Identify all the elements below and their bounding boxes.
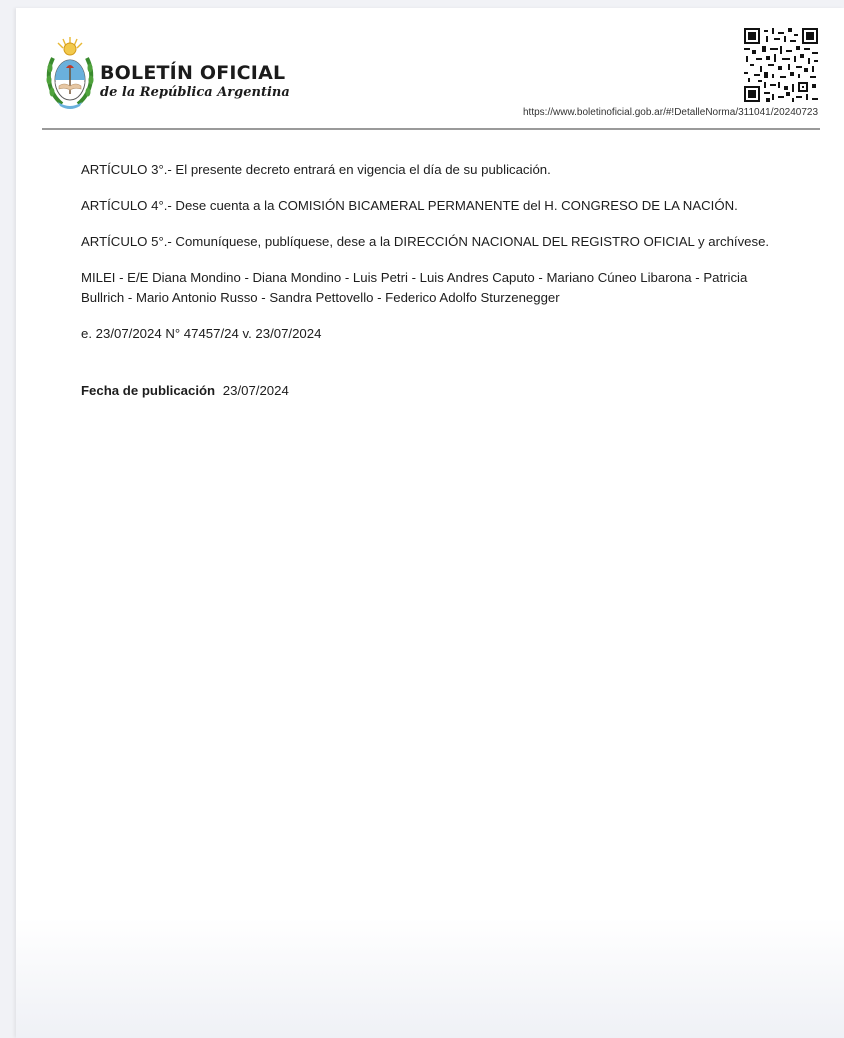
- edition-line: e. 23/07/2024 N° 47457/24 v. 23/07/2024: [81, 326, 322, 341]
- coat-of-arms-icon: [44, 36, 96, 112]
- document-body: [81, 160, 781, 401]
- article-3: ARTÍCULO 3°.- El presente decreto entrará en vigencia el día de su publicación.: [81, 162, 551, 177]
- boletin-logo[interactable]: [44, 36, 290, 112]
- document-page: [16, 8, 844, 1038]
- article-5: ARTÍCULO 5°.- Comuníquese, publíquese, dese a la DIRECCIÓN NACIONAL DEL REGISTRO OFICIAL y archívese.: [81, 234, 770, 249]
- publication-date-value: 23/07/2024: [222, 383, 289, 398]
- qr-code-icon[interactable]: [744, 28, 818, 102]
- brand-title: BOLETÍN OFICIAL: [100, 62, 286, 84]
- signatures: MILEI - E/E Diana Mondino - Diana Mondino - Luis Petri - Luis Andres Caputo - Mariano Cúneo Libarona - Patricia Bullrich - Mario Antonio Russo - Sandra Pettovello - Federico Adolfo Sturzenegger: [81, 270, 748, 305]
- publication-date-label: Fecha de publicación: [81, 383, 216, 398]
- brand-subtitle: de la República Argentina: [100, 85, 290, 100]
- document-url[interactable]: https://www.boletinoficial.gob.ar/#!DetalleNorma/311041/20240723: [523, 107, 818, 118]
- publication-date: [81, 381, 781, 401]
- document-header: [16, 8, 844, 133]
- header-divider: [42, 128, 820, 130]
- article-4: ARTÍCULO 4°.- Dese cuenta a la COMISIÓN BICAMERAL PERMANENTE del H. CONGRESO DE LA NACIÓN.: [81, 198, 738, 213]
